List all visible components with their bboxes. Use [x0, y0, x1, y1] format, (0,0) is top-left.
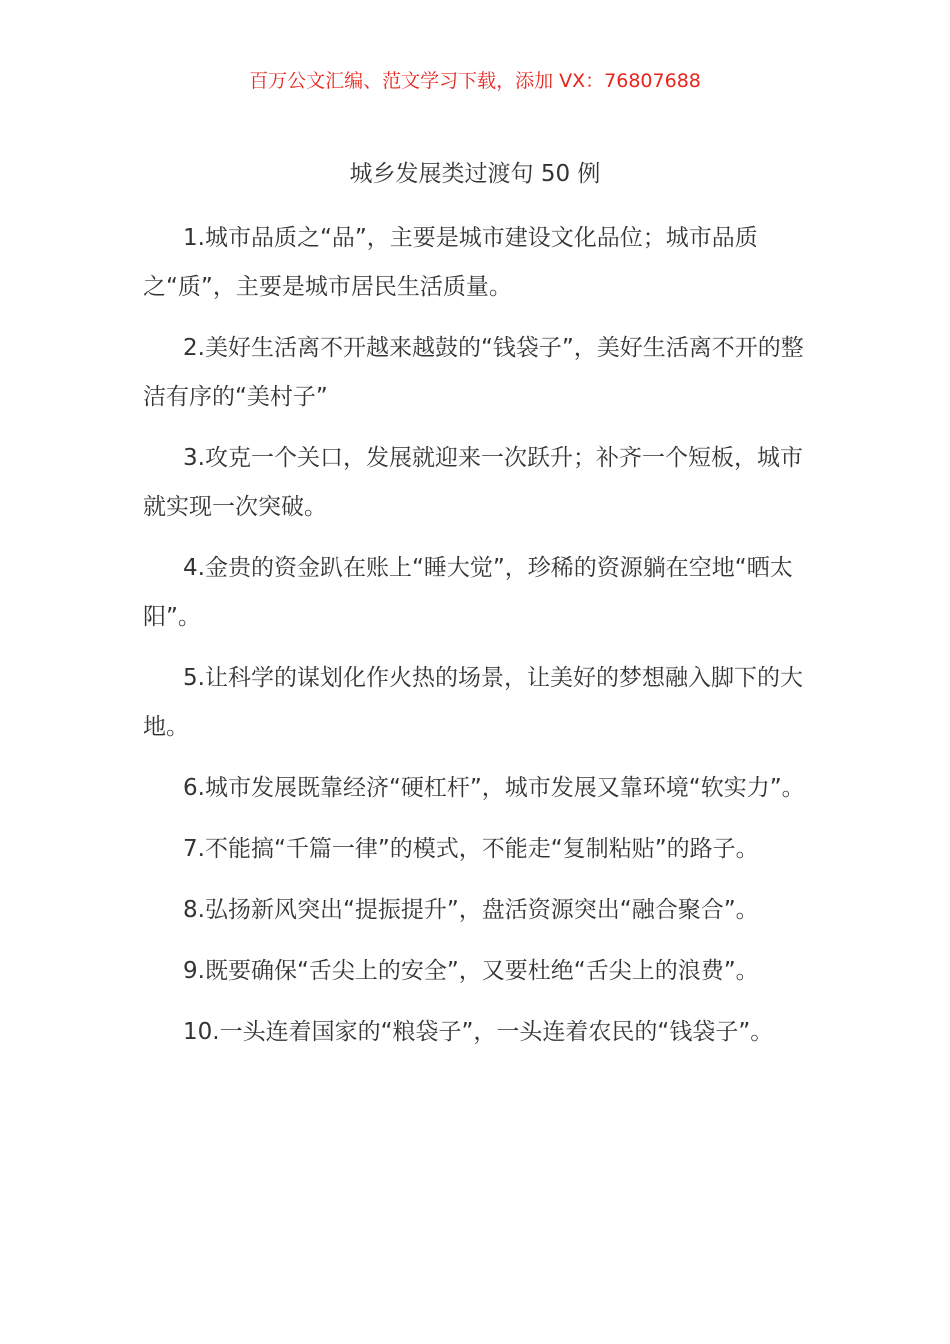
paragraph-8: 8.弘扬新风突出“提振提升”，盘活资源突出“融合聚合”。	[183, 897, 759, 923]
paragraph-3: 3.攻克一个关口，发展就迎来一次跃升；补齐一个短板，城市就实现一次突破。	[143, 445, 803, 520]
document-title: 城乡发展类过渡句 50 例	[349, 161, 601, 187]
download-notice: 百万公文汇编、范文学习下载，添加 VX：76807688	[249, 70, 701, 92]
paragraph-7: 7.不能搞“千篇一律”的模式，不能走“复制粘贴”的路子。	[183, 836, 759, 862]
paragraph-1: 1.城市品质之“品”，主要是城市建设文化品位；城市品质之“质”，主要是城市居民生活质量。	[143, 225, 758, 300]
paragraph-2: 2.美好生活离不开越来越鼓的“钱袋子”，美好生活离不开的整洁有序的“美村子”	[143, 335, 804, 410]
paragraph-4: 4.金贵的资金趴在账上“睡大觉”，珍稀的资源躺在空地“晒太阳”。	[143, 555, 793, 630]
paragraph-5: 5.让科学的谋划化作火热的场景，让美好的梦想融入脚下的大地。	[143, 665, 803, 740]
document-body	[143, 214, 807, 1069]
paragraph-6: 6.城市发展既靠经济“硬杠杆”，城市发展又靠环境“软实力”。	[183, 775, 805, 801]
paragraph-9: 9.既要确保“舌尖上的安全”，又要杜绝“舌尖上的浪费”。	[183, 958, 759, 984]
paragraph-10: 10.一头连着国家的“粮袋子”，一头连着农民的“钱袋子”。	[183, 1019, 774, 1045]
